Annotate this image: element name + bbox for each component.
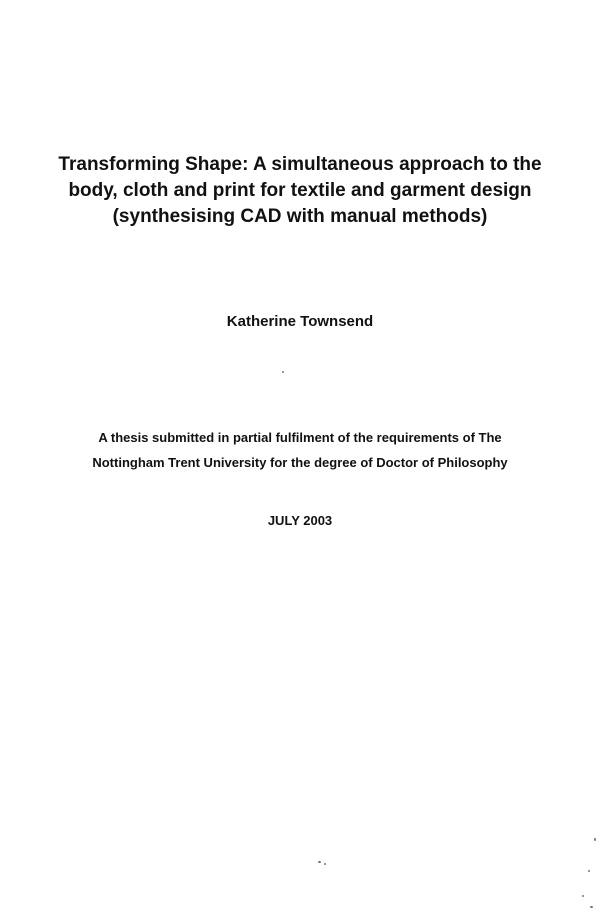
thesis-title-line-1: Transforming Shape: A simultaneous approach to the	[58, 154, 542, 175]
thesis-title-line-3: (synthesising CAD with manual methods)	[112, 206, 488, 227]
author-name: Katherine Townsend	[226, 313, 374, 330]
thesis-title-line-2: body, cloth and print for textile and garment design	[68, 180, 532, 201]
degree-statement	[30, 425, 570, 475]
scan-speck	[582, 895, 584, 897]
thesis-title	[40, 152, 560, 230]
scan-speck	[590, 906, 593, 908]
scan-speck	[588, 870, 590, 872]
submission-date: JULY 2003	[267, 513, 333, 528]
scan-speck	[594, 838, 596, 841]
degree-statement-line-1: A thesis submitted in partial fulfilment of the requirements of The	[98, 430, 502, 445]
scan-speck	[318, 861, 321, 863]
degree-statement-line-2: Nottingham Trent University for the degree of Doctor of Philosophy	[92, 455, 508, 470]
scan-speck	[324, 863, 326, 865]
scan-speck	[282, 371, 284, 373]
